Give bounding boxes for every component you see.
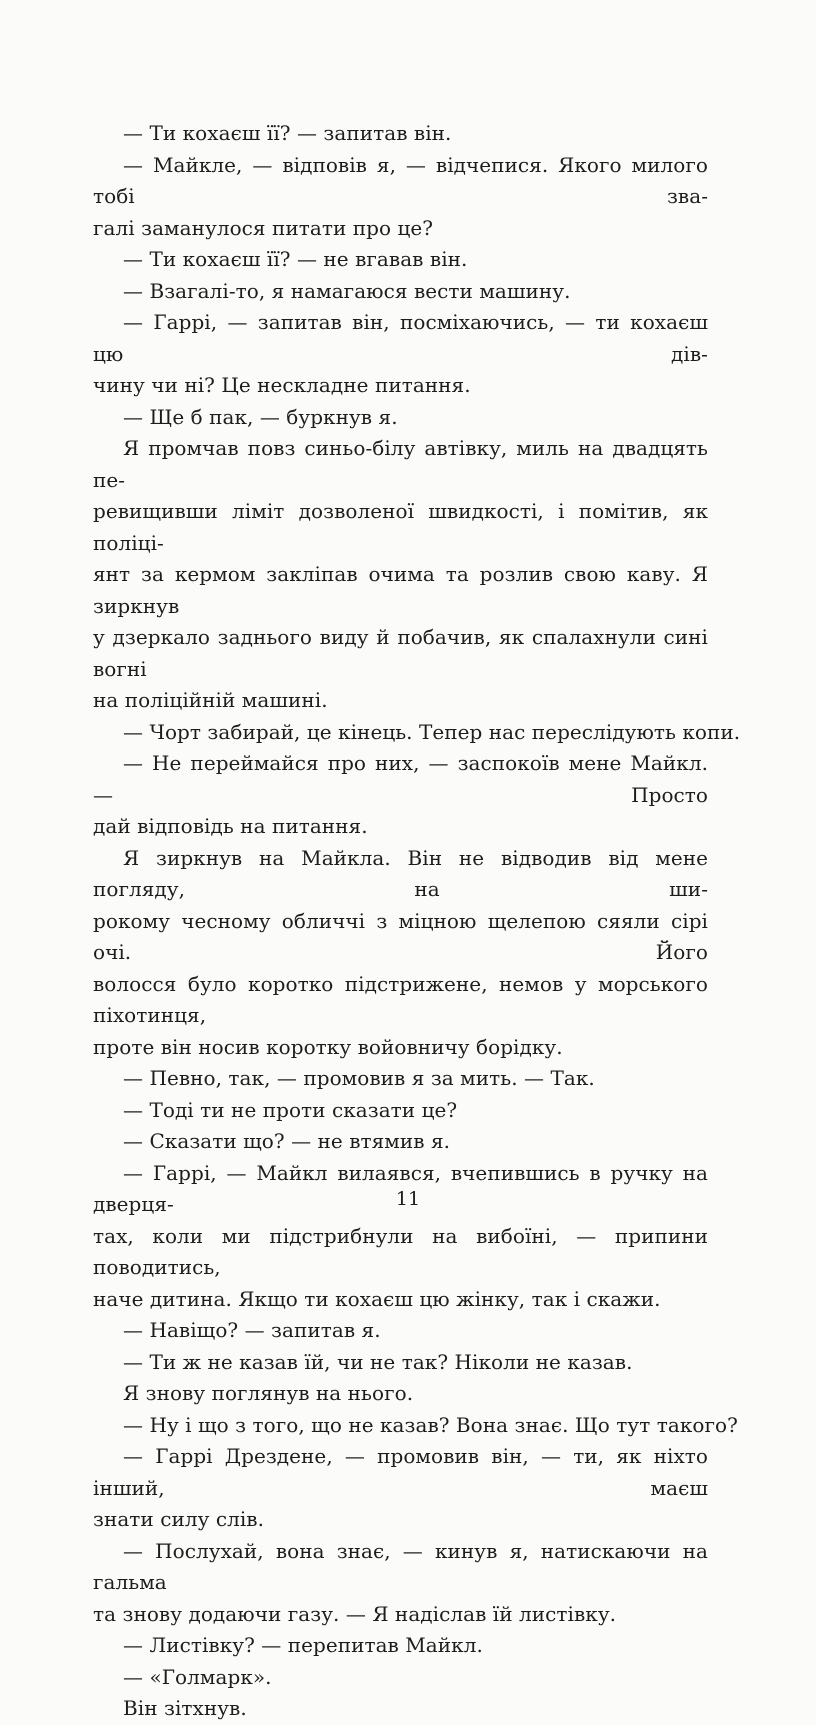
- text-line: та знову додаючи газу. — Я надіслав їй листівку.: [93, 1601, 617, 1626]
- paragraph: [93, 1158, 708, 1316]
- text-line: ревищивши ліміт дозволеної швидкості, і помітив, як поліці-: [93, 499, 708, 555]
- paragraph: [93, 402, 708, 434]
- text-line: Він зітхнув.: [123, 1696, 247, 1720]
- paragraph: [93, 1347, 708, 1379]
- text-line: — Тоді ти не проти сказати це?: [123, 1097, 458, 1122]
- paragraph: [93, 150, 708, 245]
- text-line: проте він носив коротку войовничу борідку.: [93, 1034, 563, 1059]
- text-line: янт за кермом закліпав очима та розлив свою каву. Я зиркнув: [93, 562, 708, 618]
- paragraph: [93, 1126, 708, 1158]
- paragraph: [93, 843, 708, 1064]
- paragraph: [93, 1693, 708, 1725]
- paragraph: [93, 307, 708, 402]
- paragraph: [93, 1378, 708, 1410]
- body-text: [93, 118, 741, 1725]
- paragraph: [93, 1662, 708, 1694]
- text-line: Я зиркнув на Майкла. Він не відводив від мене погляду, на ши-: [93, 845, 708, 901]
- text-line: — Навіщо? — запитав я.: [123, 1318, 381, 1342]
- text-line: — Певно, так, — промовив я за мить. — Так.: [123, 1066, 595, 1090]
- paragraph: [93, 276, 708, 308]
- text-line: Я промчав повз синьо-білу автівку, миль на двадцять пе-: [93, 436, 708, 492]
- text-line: — Ти кохаєш її? — запитав він.: [123, 121, 452, 145]
- paragraph: [93, 1315, 708, 1347]
- text-line: тах, коли ми підстрибнули на вибоїні, — припини поводитись,: [93, 1223, 708, 1279]
- text-line: — Послухай, вона знає, — кинув я, натискаючи на гальма: [93, 1538, 708, 1594]
- text-line: — Ще б пак, — буркнув я.: [123, 404, 398, 429]
- paragraph: [93, 1410, 738, 1442]
- text-line: дай відповідь на питання.: [93, 814, 368, 838]
- text-line: Я знову поглянув на нього.: [123, 1381, 414, 1405]
- text-line: — Листівку? — перепитав Майкл.: [123, 1633, 483, 1657]
- paragraph: [93, 748, 708, 843]
- text-line: — Не переймайся про них, — заспокоїв мене Майкл. — Просто: [93, 751, 708, 807]
- paragraph: [93, 1536, 708, 1631]
- paragraph: [93, 118, 708, 150]
- text-line: на поліційній машині.: [93, 688, 328, 712]
- text-line: у дзеркало заднього виду й побачив, як спалахнули сині вогні: [93, 625, 708, 681]
- text-line: волосся було коротко підстрижене, немов у морського піхотинця,: [93, 971, 708, 1027]
- text-line: — Сказати що? — не втямив я.: [123, 1129, 451, 1153]
- text-line: галі заманулося питати про це?: [93, 215, 434, 240]
- text-line: — Ти ж не казав їй, чи не так? Ніколи не казав.: [123, 1349, 633, 1374]
- paragraph: [93, 717, 741, 749]
- page-number: 11: [395, 1188, 421, 1210]
- paragraph: [93, 1630, 708, 1662]
- text-line: — Ну і що з того, що не казав? Вона знає. Що тут такого?: [123, 1412, 738, 1437]
- text-line: — «Голмарк».: [123, 1664, 272, 1689]
- text-line: — Взагалі-то, я намагаюся вести машину.: [123, 278, 571, 303]
- paragraph: [93, 1095, 708, 1127]
- text-line: — Ти кохаєш її? — не вгавав він.: [123, 247, 468, 271]
- text-line: — Гаррі, — Майкл вилаявся, вчепившись в ручку на дверця-: [93, 1160, 708, 1216]
- text-line: — Гаррі Дрездене, — промовив він, — ти, як ніхто інший, маєш: [93, 1444, 708, 1500]
- paragraph: [93, 244, 708, 276]
- paragraph: [93, 1063, 708, 1095]
- text-line: — Майкле, — відповів я, — відчепися. Якого милого тобі зва-: [93, 152, 708, 208]
- text-line: рокому чесному обличчі з міцною щелепою сяяли сірі очі. Його: [93, 908, 708, 964]
- text-line: — Чорт забирай, це кінець. Тепер нас переслідують копи.: [123, 719, 741, 744]
- paragraph: [93, 1441, 708, 1536]
- text-line: — Гаррі, — запитав він, посміхаючись, — ти кохаєш цю дів-: [93, 310, 708, 366]
- text-line: чину чи ні? Це нескладне питання.: [93, 373, 471, 397]
- paragraph: [93, 433, 708, 717]
- text-line: наче дитина. Якщо ти кохаєш цю жінку, так і скажи.: [93, 1286, 661, 1311]
- text-line: знати силу слів.: [93, 1507, 264, 1531]
